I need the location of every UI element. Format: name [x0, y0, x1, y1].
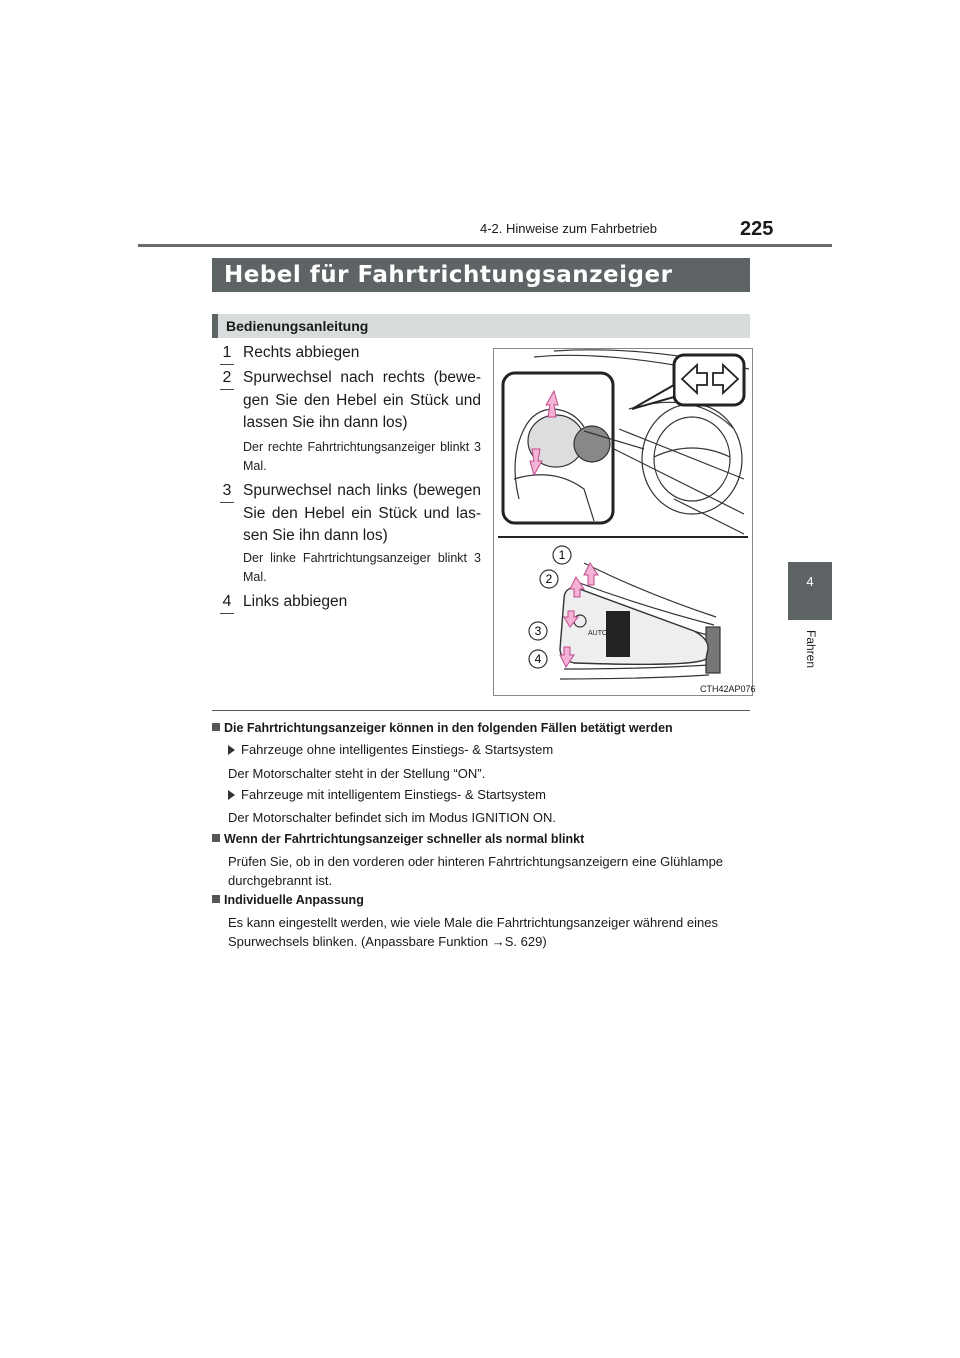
page-number: 225 — [740, 218, 774, 240]
svg-text:3: 3 — [534, 624, 542, 638]
note-heading-text: Wenn der Fahrtrichtungsanzeiger schneller als normal blinkt — [224, 832, 585, 846]
step-number: 1 — [220, 344, 234, 365]
note-text: Es kann eingestellt werden, wie viele Male die Fahrtrichtungsanzeiger während eines Spurwechsels blinken. (Anpassbare Funktion →S. 629) — [228, 915, 718, 949]
step-number: 4 — [220, 593, 234, 614]
hand-on-lever-inset — [503, 373, 644, 523]
triangle-bullet-icon — [228, 745, 235, 755]
square-bullet-icon — [212, 895, 220, 903]
subheading-accent — [212, 314, 218, 338]
square-bullet-icon — [212, 723, 220, 731]
triangle-bullet-icon — [228, 790, 235, 800]
subheading-text: Bedienungsanleitung — [226, 318, 369, 334]
step-note: Der rechte Fahrtrichtungsanzeiger blinkt 3 Mal. — [243, 440, 481, 473]
breadcrumb: 4-2. Hinweise zum Fahrbetrieb — [480, 221, 658, 236]
lever-illustration-svg — [494, 349, 752, 695]
note-heading — [212, 721, 673, 735]
square-bullet-icon — [212, 834, 220, 842]
note-heading-text: Die Fahrtrichtungsanzeiger können in den folgenden Fällen betätigt werden — [224, 721, 673, 735]
note-text: Der Motorschalter steht in der Stellung “ON”. — [228, 766, 486, 781]
chapter-tab-label-text: Fahren — [804, 630, 818, 669]
note-heading — [212, 832, 584, 846]
step-text: Links abbiegen — [243, 593, 348, 610]
note-bullet — [228, 742, 553, 757]
figure-code: CTH42AP076 — [700, 684, 756, 694]
header-rule — [138, 244, 832, 247]
subheading-bar — [212, 314, 750, 338]
section-title-bar — [212, 258, 750, 292]
note-heading — [212, 893, 364, 907]
svg-text:2: 2 — [545, 572, 553, 586]
chapter-tab[interactable]: 4 — [788, 562, 832, 620]
step-text: Spurwechsel nach rechts (bewe-gen Sie den Hebel ein Stück und lassen Sie ihn dann los) — [243, 369, 481, 431]
note-heading-text: Individuelle Anpassung — [224, 893, 364, 907]
note-bullet-text: Fahrzeuge mit intelligentem Einstiegs- & Startsystem — [241, 787, 546, 802]
note-text: Prüfen Sie, ob in den vorderen oder hinteren Fahrtrichtungsanzeigern eine Glühlampe durchgebrannt ist. — [228, 854, 724, 888]
svg-text:AUTO: AUTO — [588, 630, 608, 637]
lever-body — [560, 587, 708, 664]
note-bullet-text: Fahrzeuge ohne intelligentes Einstiegs- & Startsystem — [241, 742, 554, 757]
note-text: Der Motorschalter befindet sich im Modus IGNITION ON. — [228, 810, 556, 825]
section-title: Hebel für Fahrtrichtungsanzeiger — [224, 262, 673, 288]
step-number: 2 — [220, 369, 234, 390]
step-note: Der linke Fahrtrichtungsanzeiger blinkt 3 Mal. — [243, 551, 481, 584]
turn-signal-lever-illustration — [493, 348, 753, 696]
step-number: 3 — [220, 482, 234, 503]
chapter-tab-label — [782, 630, 838, 690]
svg-text:4: 4 — [534, 652, 542, 666]
svg-text:1: 1 — [558, 548, 566, 562]
step-text: Rechts abbiegen — [243, 344, 360, 361]
section-rule — [212, 710, 750, 711]
note-bullet — [228, 787, 546, 802]
step-text: Spurwechsel nach links (bewegen Sie den Hebel ein Stück und las-sen Sie ihn dann los) — [243, 482, 481, 544]
signal-arrows-callout — [632, 355, 744, 409]
